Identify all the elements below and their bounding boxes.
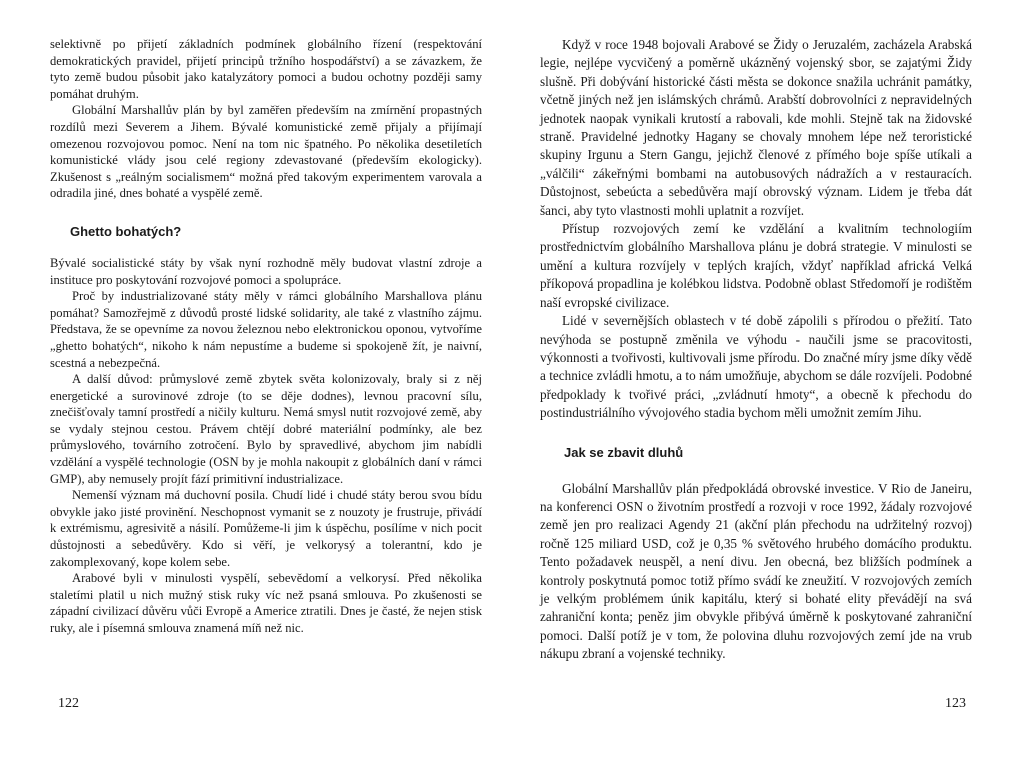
paragraph: Lidé v severnějších oblastech v té době zápolili s přírodou o přežití. Tato nevýhoda se postupně změnila ve výhodu - naučili jsme se pracovitosti, výkonnosti a tvořivosti, kultivovali jsme přírodu. Do značné míry jsme díky vědě a technice zvládli hmotu, a to nám umožňuje, abychom se dále rozvíjeli. Podobné předpoklady k tvořivé práci, „zvládnutí hmoty“, a obecně k přechodu do postindustriálního vývojového stadia bychom měli umožnit zemím Jihu. xyxy=(540,313,972,421)
paragraph: Globální Marshallův plán předpokládá obrovské investice. V Rio de Janeiru, na konferenci OSN o životním prostředí a rozvoji v roce 1992, žádaly rozvojové země jen pro realizaci Agendy 21 (akční plán přechodu na udržitelný rozvoj) ročně 125 miliard USD, což je 0,35 % světového hrubého domácího produktu. Tento požadavek neuspěl, a není divu. Jen obecná, bez bližších podmínek a kontroly poskytnutá pomoc totiž přímo svádí ke zneužití. V rozvojových zemích je velkým problémem únik kapitálu, který si bohaté elity převádějí na svá zahraniční konta; peněz jim obvykle přibývá úměrně k poskytované zahraniční pomoci. Další potíž je v tom, že polovina dluhu rozvojových zemí jde na vrub nákupu zbraní a vojenské techniky. xyxy=(540,480,972,662)
paragraph: Arabové byli v minulosti vyspělí, sebevědomí a velkorysí. Před několika staletími platil u nich mužný stisk ruky víc než psaná smlouva. Po zkušenosti se západní civilizací důvěru vůči Evropě a Americe ztratili. Dnes je časté, že nejen stisk ruky, ale i písemná smlouva znamená míň než nic. xyxy=(50,571,482,635)
paragraph: Nemenší význam má duchovní posila. Chudí lidé i chudé státy berou svou bídu obvykle jako jisté provinění. Neschopnost vymanit se z nouzoty je frustruje, přivádí k extrémismu, agresivitě a násilí. Pomůžeme-li jim k úspěchu, posílíme v nich pocit důstojnosti a sebedůvěry. Kdo si věří, je velkorysý a tolerantní, kdo je zakomplexovaný, kope kolem sebe. xyxy=(50,488,482,569)
right-page xyxy=(540,36,972,664)
paragraph: Přístup rozvojových zemí ke vzdělání a kvalitním technologiím prostřednictvím globálního Marshallova plánu je dobrá strategie. V minulosti se umění a kultura rozvíjely v teplých krajích, vždyť například africká Velká příkopová propadlina je kolébkou lidstva. Podobně oblast Středomoří je rodištěm naší evropské civilizace. xyxy=(540,221,972,310)
left-page xyxy=(50,36,482,637)
paragraph: A další důvod: průmyslové země zbytek světa kolonizovaly, braly si z něj energetické a surovinové zdroje (to se děje dodnes), levnou pracovní sílu, znečišťovaly tamní prostředí a ničily kulturu. Nemá smysl nutit rozvojové země, aby se vydaly stejnou cestou. Právem chtějí dobré materiální podmínky, ale bez průmyslového, továrního zotročení. Bylo by spravedlivé, abychom jim nabídli vzdělání a vyspělé technologie (OSN by je mohla nakoupit z globálních daní v rámci GMP), aby nemusely projít fází primitivní industrializace. xyxy=(50,372,482,486)
paragraph: selektivně po přijetí základních podmínek globálního řízení (respektování demokratických pravidel, přijetí principů tržního hospodářství) a se závazkem, že tyto země budou působit jako katalyzátory pomoci a budou ochotny později samy pomáhat druhým. xyxy=(50,37,482,101)
section-heading: Jak se zbavit dluhů xyxy=(564,444,684,460)
paragraph: Když v roce 1948 bojovali Arabové se Židy o Jeruzalém, zacházela Arabská legie, nejlépe vycvičený a poměrně ukázněný vojenský sbor, se zajatými Židy slušně. Při dobývání historické části města se dokonce snažila uchránit památky, včetně jiných než jen islámských chrámů. Arabští dobrovolníci z nepravidelných jednotek naopak vynikali krutostí a rabovali, kde mohli. Stejně tak na židovské straně. Pravidelné jednotky Haganу se chovaly mnohem lépe než teroristické skupiny Irgunu a Stern Gangu, jejichž členové z přímého boje spíše utíkali a „válčili“ zákeřnými bombami na autobusových nádražích a v restauracích. Důstojnost, sebeúcta a sebedůvěra mají obrovský význam. Lidem je třeba dát šanci, aby tyto vlastnosti mohli uplatnit a rozvíjet. xyxy=(540,37,972,218)
page-number-right: 123 xyxy=(945,696,966,711)
section-heading: Ghetto bohatých? xyxy=(70,223,182,239)
paragraph: Globální Marshallův plán by byl zaměřen především na zmírnění propastných rozdílů mezi Severem a Jihem. Bývalé komunistické země přijaly a přijímají omezenou rozvojovou pomoc. Není na tom nic špatného. Po několika desetiletích komunistické vlády jsou celé regiony zdevastované (především ekologicky). Zkušenost s „reálným socialismem“ možná před takovým experimentem varovala a odradila jiné, dnes bohaté a vyspělé země. xyxy=(50,103,482,201)
paragraph: Proč by industrializované státy měly v rámci globálního Marshallova plánu pomáhat? Samozřejmě z důvodů prosté lidské solidarity, ale také z vlastního zájmu. Představa, že se opevníme za novou železnou nebo elektronickou oponou, vytvoříme „ghetto bohatých“, nikoho k nám nepustíme a budeme si spokojeně žít, je naivní, scestná a nebezpečná. xyxy=(50,289,482,370)
page-number-left: 122 xyxy=(58,696,79,711)
paragraph: Bývalé socialistické státy by však nyní rozhodně měly budovat vlastní zdroje a instituce pro poskytování rozvojové pomoci a spolupráce. xyxy=(50,255,482,287)
